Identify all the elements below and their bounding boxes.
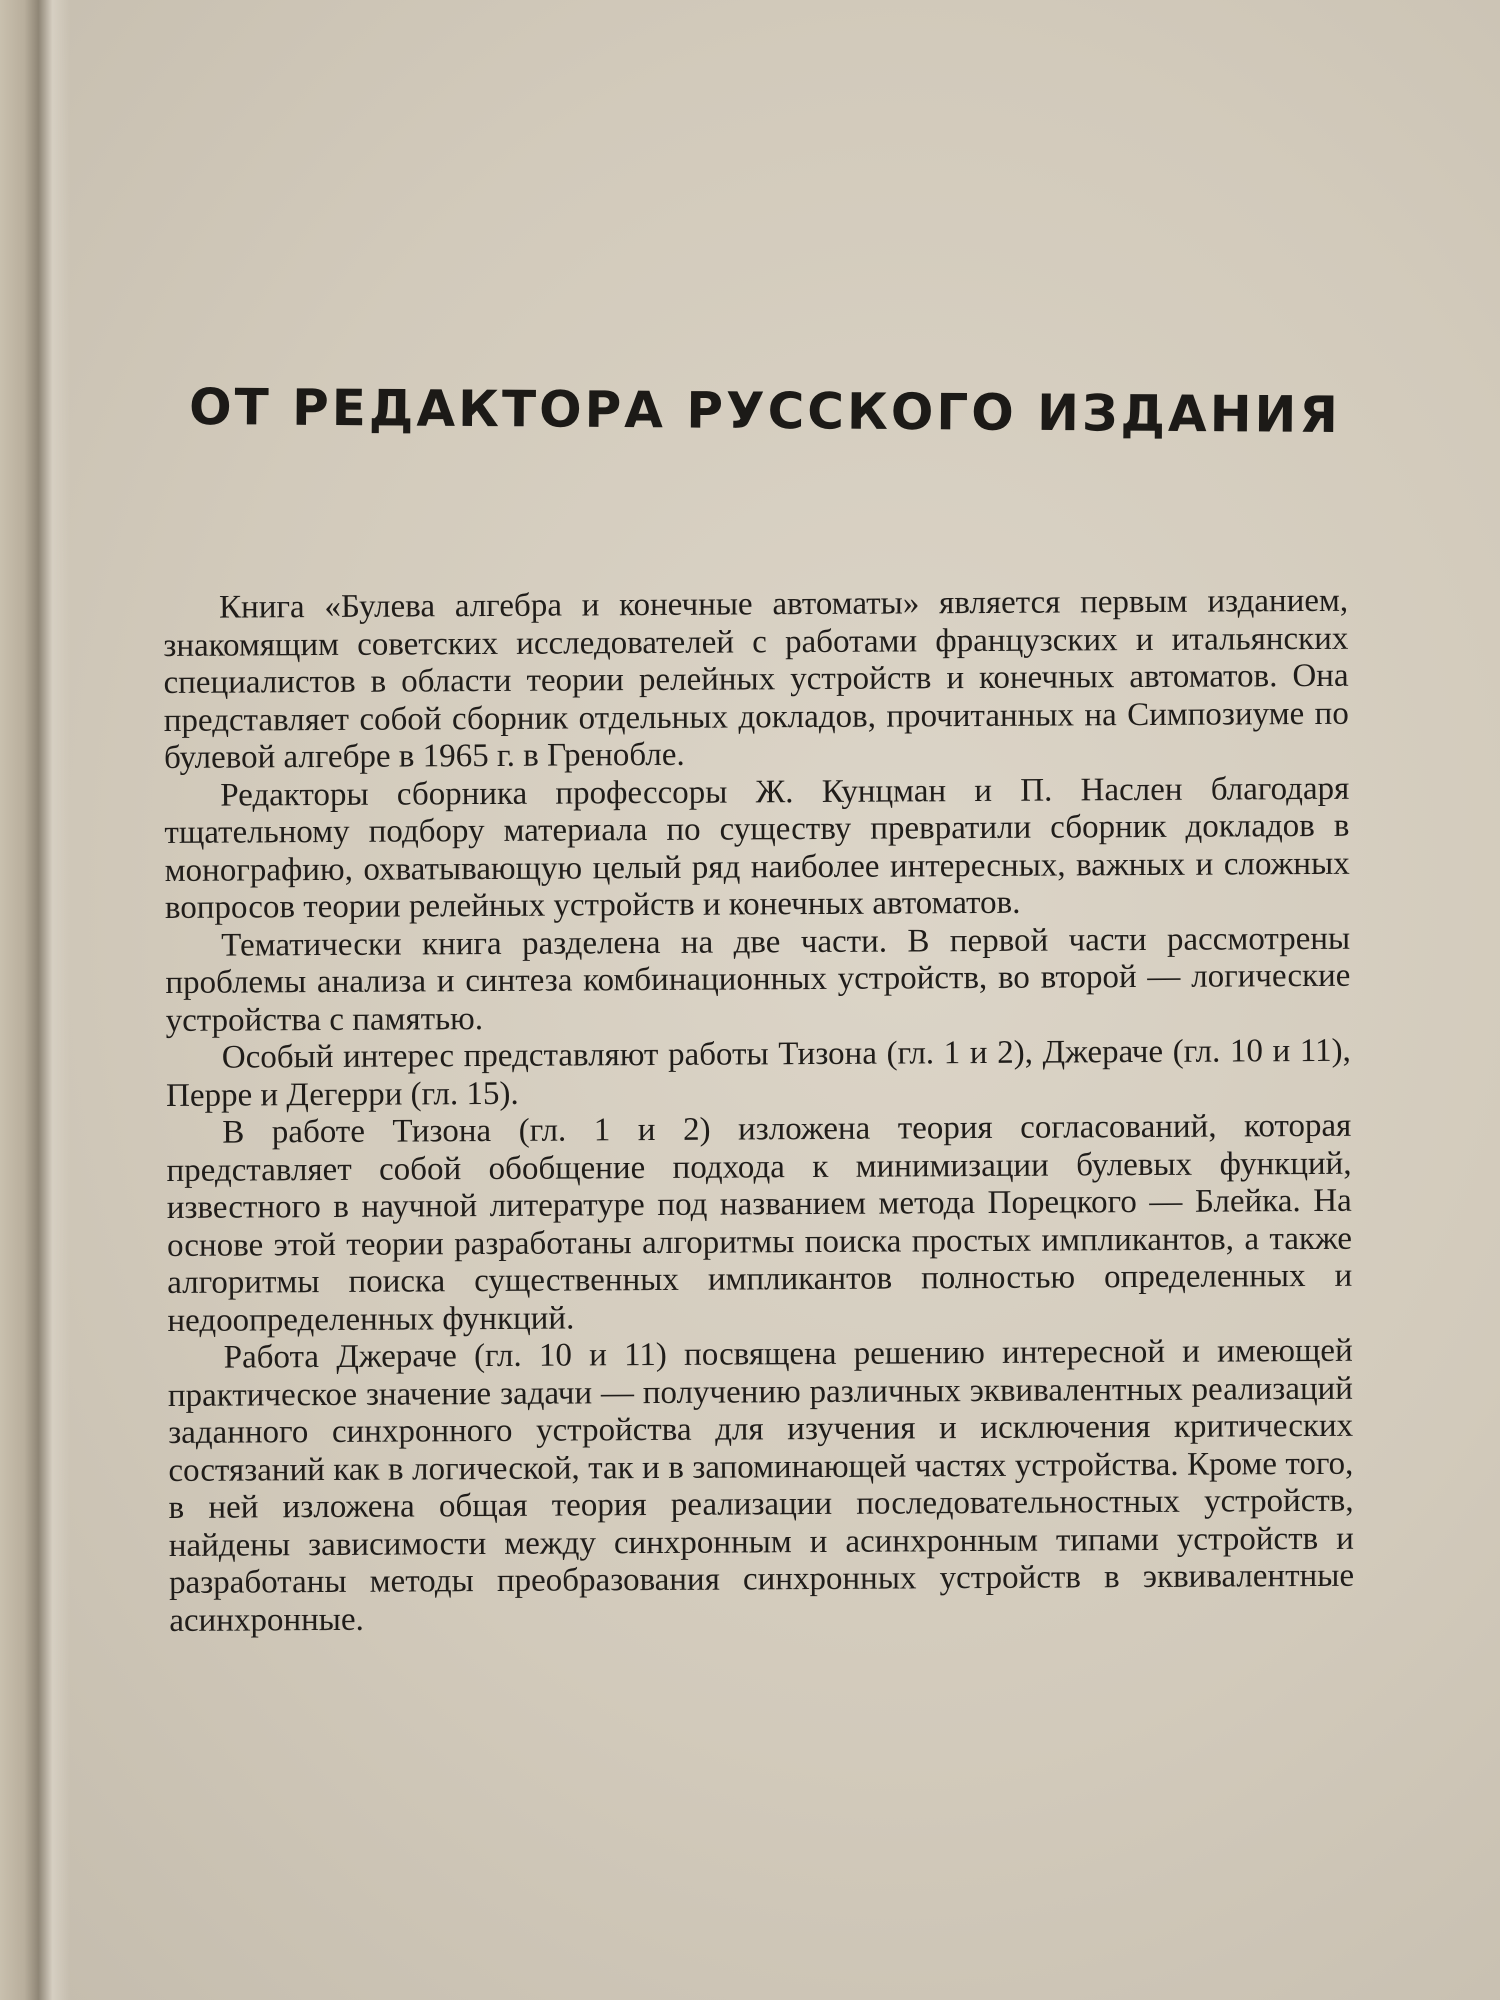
book-binding-shadow xyxy=(0,0,70,2000)
paragraph-2: Редакторы сборника профессоры Ж. Кунцман и П. Наслен благодаря тщательному подбору материала по существу превратили сборник докладов в монографию, охватывающую целый ряд наиболее интересных, важных и сложных вопросов теории релейных устройств и конечных автоматов. xyxy=(164,770,1350,926)
paragraph-4: Особый интерес представляют работы Тизона (гл. 1 и 2), Джераче (гл. 10 и 11), Перре и Дегерри (гл. 15). xyxy=(165,1032,1351,1114)
body-text xyxy=(163,583,1354,1640)
paragraph-1: Книга «Булева алгебра и конечные автоматы» является первым изданием, знакомящим советских исследователей с работами французских и итальянских специалистов в области теории релейных устройств и конечных автоматов. Она представляет собой сборник отдельных докладов, прочитанных на Симпозиуме по булевой алгебре в 1965 г. в Гренобле. xyxy=(163,582,1349,776)
paragraph-6: Работа Джераче (гл. 10 и 11) посвящена решению интересной и имеющей практическое значение задачи — получению различных эквивалентных реализаций заданного синхронного устройства для изучения и исключения критических состязаний как в логической, так и в запоминающей частях устройства. Кроме того, в ней изложена общая теория реализации последовательностных устройств, найдены зависимости между синхронным и асинхронным типами устройств и разработаны методы преобразования синхронных устройств в эквивалентные асинхронные. xyxy=(167,1332,1355,1639)
paragraph-5: В работе Тизона (гл. 1 и 2) изложена теория согласований, которая представляет собой обобщение подхода к минимизации булевых функций, известного в научной литературе под названием метода Порецкого — Блейка. На основе этой теории разработаны алгоритмы поиска простых импликантов, а также алгоритмы поиска существенных импликантов полностью определенных и недоопределенных функций. xyxy=(166,1107,1353,1339)
page-title: ОТ РЕДАКТОРА РУССКОГО ИЗДАНИЯ xyxy=(188,377,1342,445)
paragraph-3: Тематически книга разделена на две части. В первой части рассмотрены проблемы анализа и синтеза комбинационных устройств, во второй — логические устройства с памятью. xyxy=(165,920,1351,1039)
